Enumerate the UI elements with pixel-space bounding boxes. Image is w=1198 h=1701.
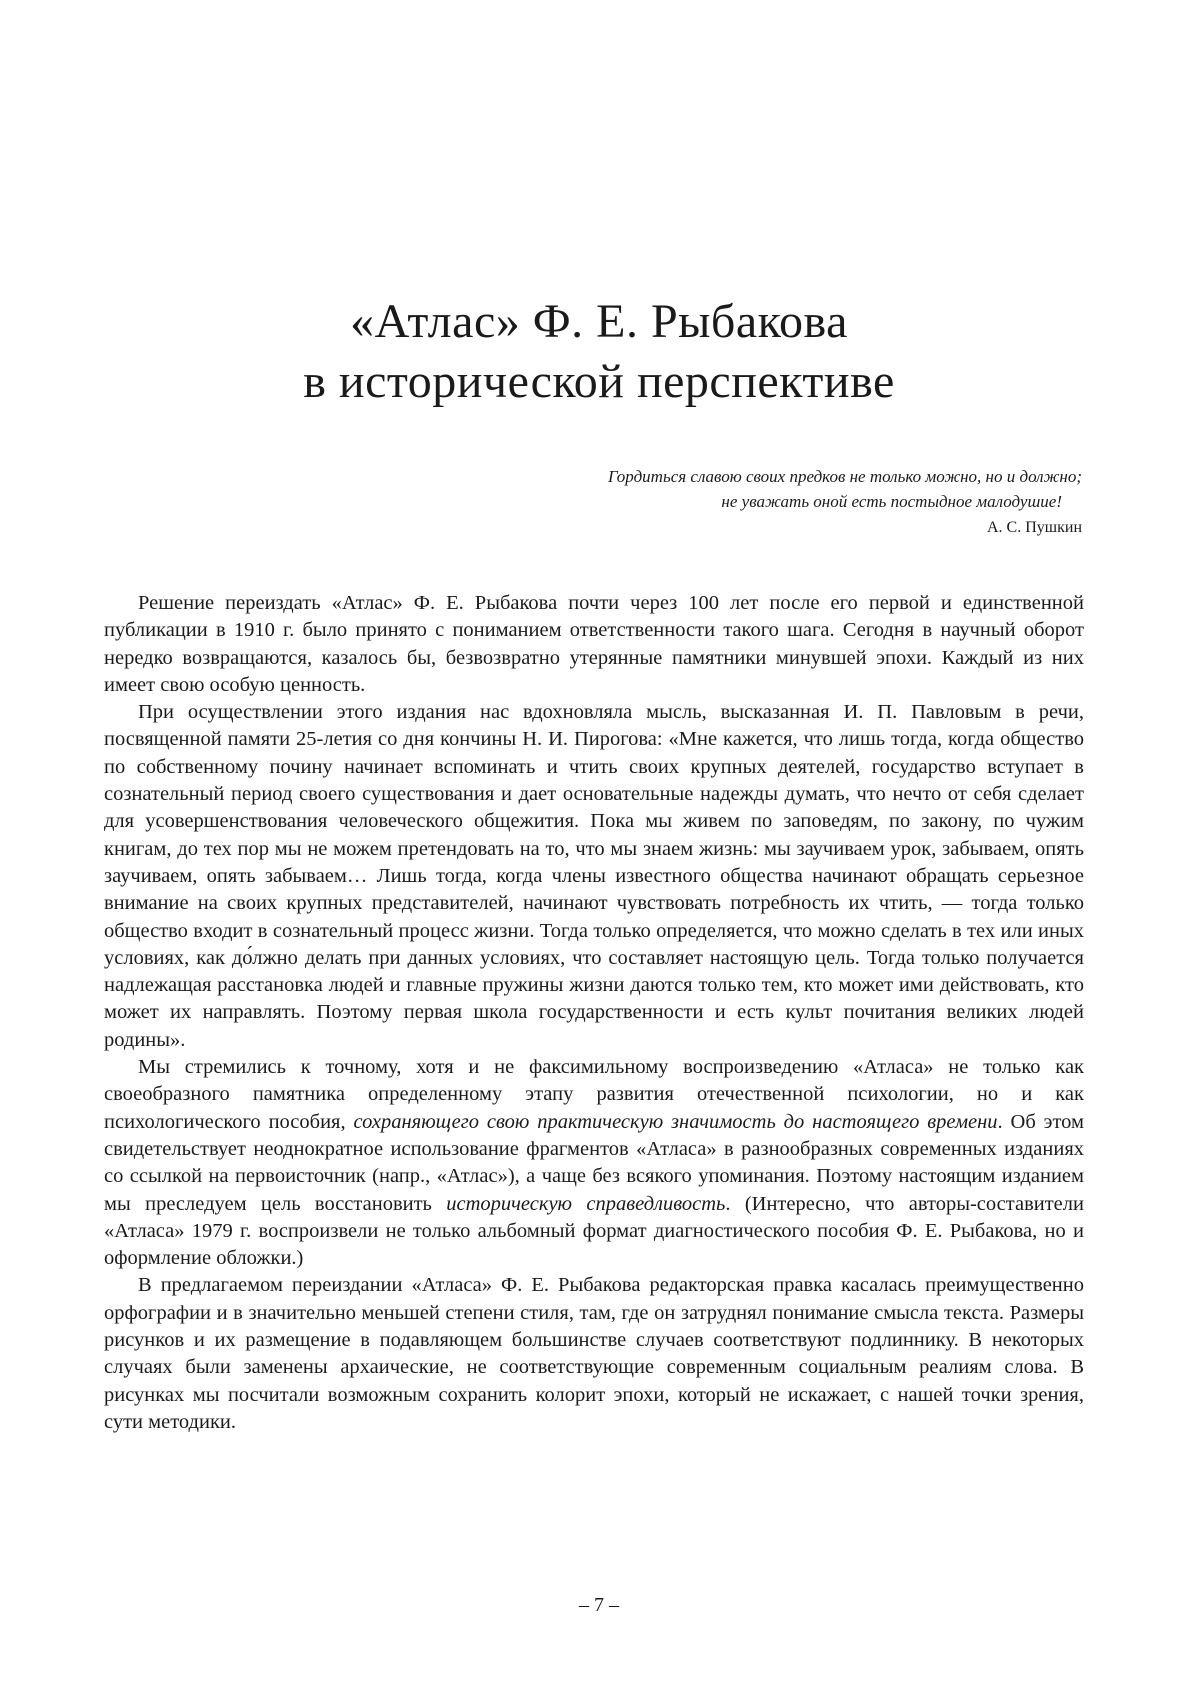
chapter-title-line-2: в исторической перспективе (303, 355, 895, 408)
paragraph-3-emphasis-1: сохраняющего свою практическую значимость до настоящего времени (353, 1110, 998, 1133)
epigraph-line-2: не уважать оной есть постыдное малодушие! (721, 492, 1062, 511)
paragraph-1: Решение переиздать «Атлас» Ф. Е. Рыбакова почти через 100 лет после его первой и единственной публикации в 1910 г. было принято с пониманием ответственности такого шага. Сегодня в научный оборот нередко возвращаются, казалось бы, безвозвратно утерянные памятники минувшей эпохи. Каждый из них имеет свою особую ценность. (104, 592, 1084, 696)
paragraph-3-part-c: . (Интересно, что авторы-составители «Атласа» 1979 г. воспроизвели не только альбомный формат диагностического пособия Ф. Е. Рыбакова, но и оформление обложки.) (104, 1192, 1084, 1270)
epigraph-author: А. С. Пушкин (987, 519, 1082, 536)
chapter-title-line-1: «Атлас» Ф. Е. Рыбакова (350, 295, 848, 348)
body-text (104, 590, 1084, 1436)
paragraph-3-part-b: . Об этом свидетельствует неоднократное использование фрагментов «Атласа» в разнообразных современных изданиях со ссылкой на первоисточник (напр., «Атлас»), а чаще без всякого упоминания. Поэтому настоящим изданием мы преследуем цель восстановить (104, 1110, 1084, 1215)
paragraph-3-emphasis-2: историческую справедливость (446, 1192, 726, 1215)
epigraph-line-1: Гордиться славою своих предков не только можно, но и должно; (608, 467, 1082, 486)
paragraph-3 (104, 1054, 1084, 1272)
paragraph-3-part-a: Мы стремились к точному, хотя и не факсимильному воспроизведению «Атласа» не только как своеобразного памятника определенному этапу развития отечественной психологии, но и как психологического пособия, (104, 1056, 1084, 1133)
paragraph-4: В предлагаемом переиздании «Атласа» Ф. Е. Рыбакова редакторская правка касалась преимущественно орфографии и в значительно меньшей степени стиля, там, где он затруднял понимание смысла текста. Размеры рисунков и их размещение в подавляющем большинстве случаев соответствуют подлиннику. В некоторых случаях были заменены архаические, не соответствующие современным социальным реалиям слова. В рисунках мы посчитали возможным сохранить колорит эпохи, который не искажает, с нашей точки зрения, сути методики. (104, 1274, 1084, 1433)
chapter-title (120, 292, 1078, 412)
page-number: – 7 – (579, 1594, 619, 1616)
paragraph-2: При осуществлении этого издания нас вдохновляла мысль, высказанная И. П. Павловым в речи, посвященной памяти 25-летия со дня кончины Н. И. Пирогова: «Мне кажется, что лишь тогда, когда общество по собственному почину начинает вспоминать и чтить своих крупных деятелей, государство вступает в сознательный период своего существования и дает основательные надежды думать, что нечто от себя сделает для усовершенствования человеческого общежития. Пока мы живем по заповедям, по закону, по чужим книгам, до тех пор мы не можем претендовать на то, что мы знаем жизнь: мы заучиваем урок, забываем, опять заучиваем, опять забываем… Лишь тогда, когда члены известного общества начинают обращать серьезное внимание на своих крупных представителей, начинают чувствовать потребность их чтить, — тогда только общество входит в сознательный процесс жизни. Тогда только определяется, что можно сделать в тех или иных условиях, как до́лжно делать при данных условиях, что составляет настоящую цель. Тогда только получается надлежащая расстановка людей и главные пружины жизни даются только тем, кто может ими действовать, кто может их направлять. Поэтому первая школа государственности и есть культ почитания великих людей родины». (104, 701, 1084, 1051)
epigraph (440, 464, 1082, 540)
